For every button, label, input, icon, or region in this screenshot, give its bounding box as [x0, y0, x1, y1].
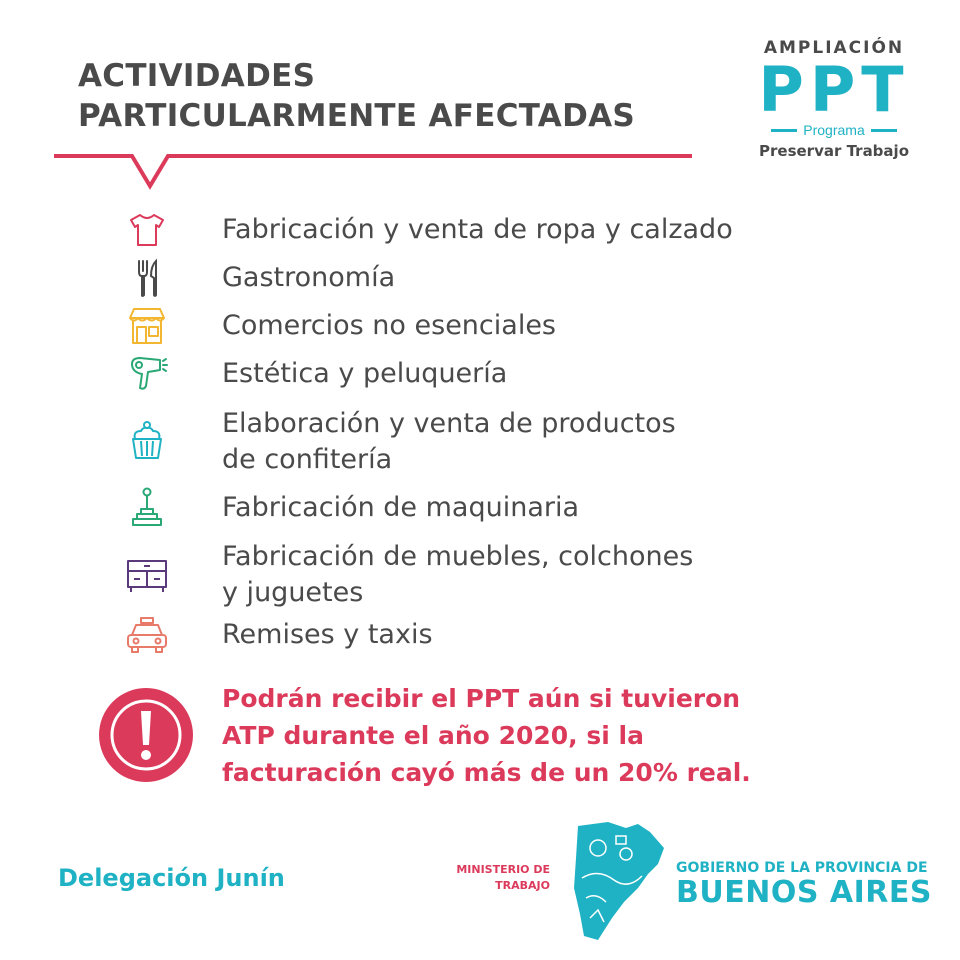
ppt-logo: [758, 38, 910, 160]
lever-machine-icon: [120, 488, 174, 528]
alert-message: [222, 680, 751, 791]
tshirt-icon: [120, 210, 174, 250]
list-item: [120, 615, 433, 655]
activity-label: Estética y peluquería: [222, 358, 508, 389]
list-item: [120, 306, 556, 346]
title-underline-pointer: [52, 150, 697, 196]
list-item: [120, 408, 676, 475]
gov-line-2: BUENOS AIRES: [676, 875, 932, 910]
list-item: [120, 541, 694, 608]
storefront-icon: [120, 306, 174, 346]
brand-bar-right: [871, 129, 897, 132]
cupcake-icon: [120, 420, 174, 460]
exclamation-icon: [96, 685, 196, 785]
activity-label: Fabricación de muebles, colchones: [222, 541, 694, 572]
alert-line-1: Podrán recibir el PPT aún si tuvieron: [222, 684, 741, 713]
activity-label: Elaboración y venta de productos: [222, 408, 676, 439]
province-map-icon: [568, 818, 668, 946]
alert-line-3: facturación cayó más de un 20% real.: [222, 758, 751, 787]
brand-acronym: PPT: [758, 53, 910, 126]
brand-top: AMPLIACIÓN: [763, 38, 905, 58]
hairdryer-icon: [120, 354, 174, 394]
title-line-2: PARTICULARMENTE AFECTADAS: [78, 98, 636, 134]
activity-label-continued: de confitería: [222, 444, 393, 475]
dresser-icon: [120, 555, 174, 595]
list-item: [120, 354, 508, 394]
activity-label: Fabricación de maquinaria: [222, 492, 580, 523]
activity-label: Remises y taxis: [222, 619, 433, 650]
cutlery-icon: [120, 258, 174, 298]
alert-line-2: ATP durante el año 2020, si la: [222, 721, 644, 750]
title-line-1: ACTIVIDADES: [78, 58, 316, 94]
page-title: [78, 56, 635, 136]
activity-label: Comercios no esenciales: [222, 310, 556, 341]
taxi-icon: [120, 615, 174, 655]
delegation-label: Delegación Junín: [58, 864, 285, 892]
list-item: [120, 488, 580, 528]
gov-line-1: GOBIERNO DE LA PROVINCIA DE: [676, 860, 928, 876]
gov-logo: [676, 860, 932, 910]
list-item: [120, 258, 396, 298]
brand-bar-left: [771, 129, 797, 132]
ministry-label: [440, 862, 550, 894]
ministry-line-1: MINISTERIO DE: [456, 863, 550, 876]
activity-label-continued: y juguetes: [222, 577, 364, 608]
brand-subtitle: Preservar Trabajo: [759, 142, 909, 160]
list-item: [120, 210, 733, 250]
activity-label: Fabricación y venta de ropa y calzado: [222, 214, 733, 245]
ministry-line-2: TRABAJO: [495, 879, 550, 892]
activity-label: Gastronomía: [222, 262, 396, 293]
brand-program: Programa: [803, 122, 865, 138]
